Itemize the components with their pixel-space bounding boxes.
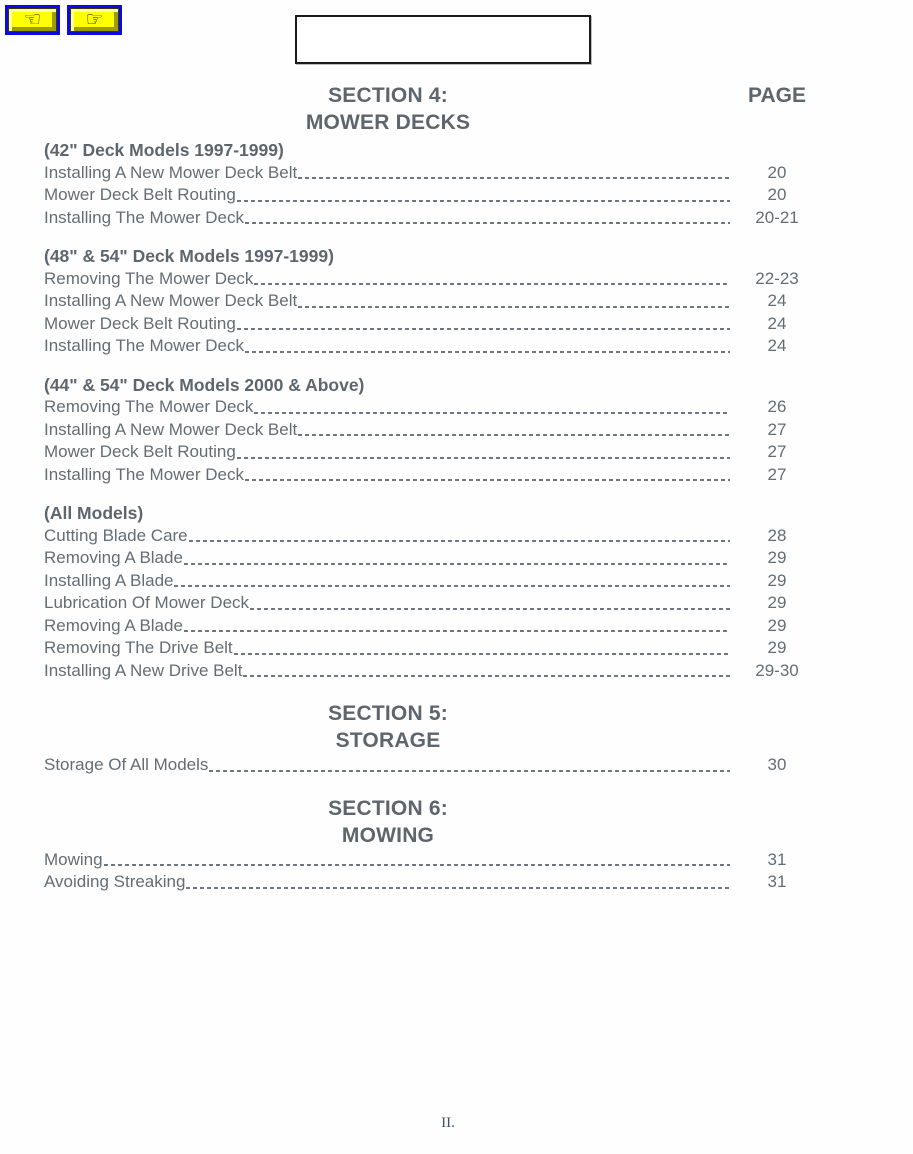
toc-entry-page: 29 xyxy=(767,548,787,567)
dash-leader xyxy=(189,540,730,542)
toc-entry-row xyxy=(44,335,822,358)
toc-entry-page: 20-21 xyxy=(755,207,799,227)
section-title-block xyxy=(44,700,732,754)
toc-entry-row xyxy=(44,464,822,487)
toc-entry-label: Removing A Blade xyxy=(44,615,183,635)
table-of-contents xyxy=(44,82,822,894)
toc-entry-row xyxy=(44,162,822,185)
toc-entry-row xyxy=(44,313,822,336)
toc-entry-label: Removing The Mower Deck xyxy=(44,268,254,288)
toc-entry-label: Mower Deck Belt Routing xyxy=(44,442,236,461)
dash-leader xyxy=(254,412,730,414)
toc-entry-page: 24 xyxy=(767,313,787,333)
section-title-line2: MOWING xyxy=(341,823,435,847)
toc-entry-label: Installing The Mower Deck xyxy=(44,336,244,355)
toc-entry-page: 20 xyxy=(767,185,787,204)
section-title-block xyxy=(44,82,732,136)
dash-leader xyxy=(237,328,730,330)
toc-group-heading: (42" Deck Models 1997-1999) xyxy=(44,140,284,160)
toc-entry-page: 29 xyxy=(767,638,787,657)
dash-leader xyxy=(298,177,730,179)
toc-entry-page: 24 xyxy=(767,336,787,355)
section-header xyxy=(44,795,822,849)
dash-leader xyxy=(237,457,730,459)
toc-entry-row xyxy=(44,637,822,660)
toc-entry-label: Removing A Blade xyxy=(44,548,183,567)
toc-entry-label: Installing A New Mower Deck Belt xyxy=(44,419,298,439)
dash-leader xyxy=(298,306,730,308)
toc-entry-page: 31 xyxy=(767,849,787,869)
toc-group-heading: (44" & 54" Deck Models 2000 & Above) xyxy=(44,374,365,395)
dash-leader xyxy=(250,608,730,610)
section-title-block xyxy=(44,795,732,849)
toc-entry-page: 27 xyxy=(767,464,787,484)
dash-leader xyxy=(186,887,730,889)
toc-entry-page: 27 xyxy=(767,419,787,439)
page-column-header: PAGE xyxy=(748,84,806,107)
toc-entry-label: Removing The Mower Deck xyxy=(44,397,254,416)
toc-entry-row xyxy=(44,396,822,419)
toc-entry-row xyxy=(44,290,822,313)
toc-entry-label: Removing The Drive Belt xyxy=(44,638,233,657)
page-nav-buttons xyxy=(5,5,122,35)
toc-entry-page: 29 xyxy=(767,593,787,612)
toc-entry-page: 26 xyxy=(767,397,787,416)
toc-entry-label: Lubrication Of Mower Deck xyxy=(44,593,250,612)
toc-entry-label: Cutting Blade Care xyxy=(44,525,188,545)
toc-entry-page: 20 xyxy=(767,162,787,182)
dash-leader xyxy=(209,770,730,772)
dash-leader xyxy=(243,675,730,677)
toc-entry-label: Installing A New Mower Deck Belt xyxy=(44,162,298,182)
toc-entry-row xyxy=(44,525,822,548)
toc-group-heading: (48" & 54" Deck Models 1997-1999) xyxy=(44,246,334,266)
next-page-button[interactable] xyxy=(67,5,122,35)
page-number-footer: II. xyxy=(441,1115,455,1131)
dash-leader xyxy=(254,283,730,285)
toc-entry-row xyxy=(44,547,822,570)
dash-leader xyxy=(184,630,730,632)
toc-entry-row xyxy=(44,660,822,683)
dash-leader xyxy=(237,200,730,202)
toc-entry-page: 29-30 xyxy=(755,660,799,680)
dash-leader xyxy=(245,351,730,353)
section-title-line2: STORAGE xyxy=(335,729,441,752)
toc-entry-page: 27 xyxy=(767,442,787,461)
section-title-line1: SECTION 6: xyxy=(328,796,448,820)
toc-entry-page: 28 xyxy=(767,525,787,545)
toc-group-heading: (All Models) xyxy=(44,503,144,523)
toc-entry-row xyxy=(44,592,822,615)
toc-entry-row xyxy=(44,849,822,872)
toc-entry-row xyxy=(44,419,822,442)
toc-entry-label: Mower Deck Belt Routing xyxy=(44,313,236,333)
toc-entry-row xyxy=(44,615,822,638)
dash-leader xyxy=(245,479,730,481)
toc-entry-row xyxy=(44,441,822,464)
dash-leader xyxy=(245,222,730,224)
toc-entry-page: 29 xyxy=(767,570,787,590)
previous-page-button[interactable] xyxy=(5,5,60,35)
section-header xyxy=(44,82,822,136)
toc-entry-page: 31 xyxy=(767,872,787,891)
toc-entry-label: Installing A New Drive Belt xyxy=(44,660,243,680)
dash-leader xyxy=(298,434,730,436)
toc-entry-label: Avoiding Streaking xyxy=(44,872,186,891)
dash-leader xyxy=(174,585,730,587)
section-title-line2: MOWER DECKS xyxy=(305,111,471,134)
toc-entry-row xyxy=(44,871,822,894)
toc-entry-page: 24 xyxy=(767,291,787,310)
toc-entry-row xyxy=(44,184,822,207)
toc-entry-label: Installing The Mower Deck xyxy=(44,464,244,484)
toc-entry-row xyxy=(44,570,822,593)
section-title-line1: SECTION 4: xyxy=(328,84,448,107)
hand-pointing-right-icon: ☞ xyxy=(85,7,104,31)
toc-entry-row xyxy=(44,268,822,291)
dash-leader xyxy=(104,864,730,866)
section-header xyxy=(44,700,822,754)
toc-entry-page: 22-23 xyxy=(755,268,799,288)
toc-entry-row xyxy=(44,207,822,230)
hand-pointing-left-icon: ☜ xyxy=(23,7,42,31)
toc-entry-row xyxy=(44,754,822,777)
section-title-line1: SECTION 5: xyxy=(328,702,448,725)
toc-entry-label: Mowing xyxy=(44,849,103,869)
toc-entry-page: 30 xyxy=(767,755,787,774)
dash-leader xyxy=(234,653,730,655)
empty-title-box xyxy=(295,15,591,64)
toc-entry-label: Installing A New Mower Deck Belt xyxy=(44,291,298,310)
toc-entry-label: Installing The Mower Deck xyxy=(44,207,244,227)
toc-entry-label: Mower Deck Belt Routing xyxy=(44,185,236,204)
toc-entry-label: Installing A Blade xyxy=(44,570,174,590)
toc-entry-page: 29 xyxy=(767,615,787,635)
dash-leader xyxy=(184,563,730,565)
toc-entry-label: Storage Of All Models xyxy=(44,755,209,774)
